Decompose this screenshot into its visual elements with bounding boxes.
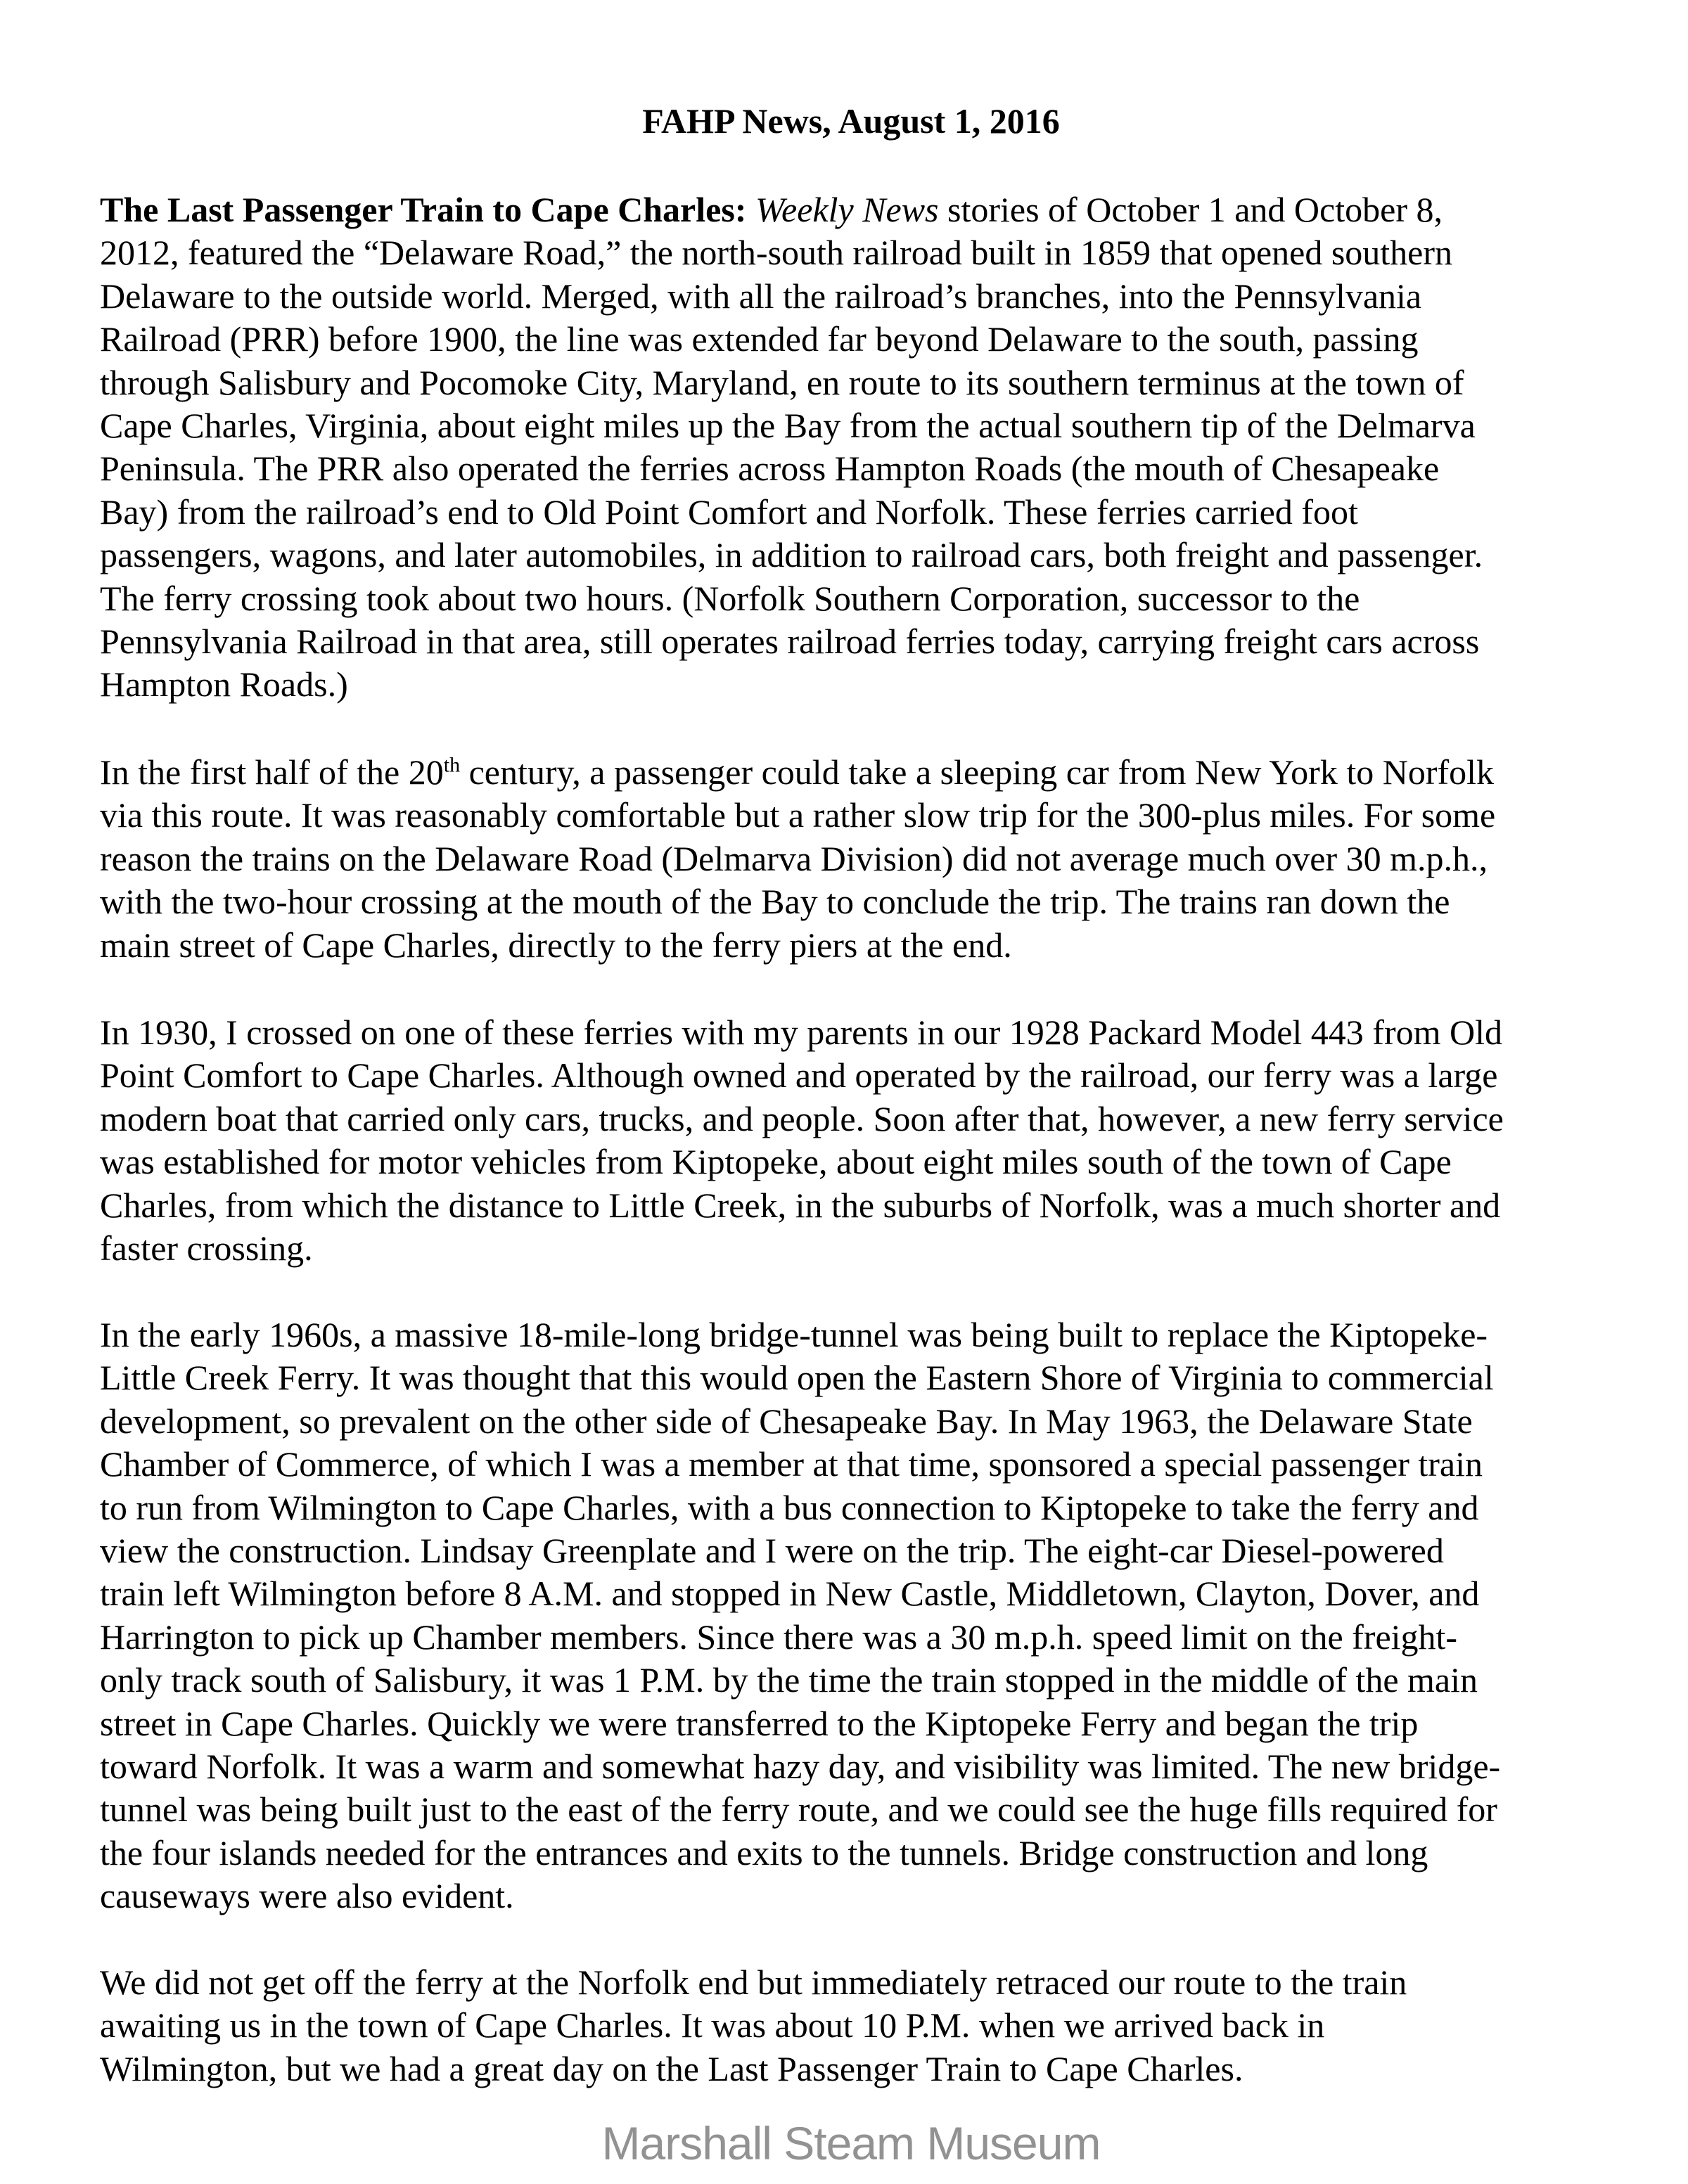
paragraph-line: [100, 751, 1495, 794]
paragraph-line: via this route. It was reasonably comfortable but a rather slow trip for the 300-plus miles. For some: [100, 795, 1496, 835]
paragraph-line: Delaware to the outside world. Merged, with all the railroad’s branches, into the Pennsylvania: [100, 276, 1422, 316]
paragraph-line: street in Cape Charles. Quickly we were transferred to the Kiptopeke Ferry and began the trip: [100, 1703, 1419, 1743]
paragraph-1: [100, 188, 1483, 707]
page-title: FAHP News, August 1, 2016: [642, 101, 1060, 141]
watermark: Marshall Steam Museum: [601, 2117, 1101, 2169]
publication-name: Weekly News: [755, 190, 939, 229]
paragraph-line: Hampton Roads.): [100, 664, 348, 705]
paragraph-line: Harrington to pick up Chamber members. Since there was a 30 m.p.h. speed limit on the freight-: [100, 1617, 1458, 1657]
paragraph-lines: [100, 231, 1483, 706]
paragraph-line: only track south of Salisbury, it was 1 P.M. by the time the train stopped in the middle of the main: [100, 1660, 1478, 1700]
paragraph-line: Cape Charles, Virginia, about eight miles up the Bay from the actual southern tip of the Delmarva: [100, 406, 1476, 446]
paragraph-line: Pennsylvania Railroad in that area, still operates railroad ferries today, carrying freight cars across: [100, 622, 1480, 662]
paragraph-line: through Salisbury and Pocomoke City, Maryland, en route to its southern terminus at the town of: [100, 362, 1464, 402]
paragraph-line: development, so prevalent on the other side of Chesapeake Bay. In May 1963, the Delaware State: [100, 1401, 1473, 1441]
paragraph-line: 2012, featured the “Delaware Road,” the north-south railroad built in 1859 that opened southern: [100, 233, 1453, 273]
paragraph-line: Bay) from the railroad’s end to Old Point Comfort and Norfolk. These ferries carried foot: [100, 492, 1358, 532]
paragraph-3: [100, 1011, 1504, 1270]
paragraph-line: the four islands needed for the entrances and exits to the tunnels. Bridge construction and long: [100, 1832, 1428, 1873]
paragraph-line: We did not get off the ferry at the Norfolk end but immediately retraced our route to the train: [100, 1963, 1407, 2002]
paragraph-4: [100, 1313, 1500, 1918]
paragraph-line: toward Norfolk. It was a warm and somewhat hazy day, and visibility was limited. The new bridge-: [100, 1747, 1501, 1787]
paragraph-lines: [100, 794, 1495, 967]
line-text: In the first half of the 20: [100, 752, 444, 792]
paragraph-line: Railroad (PRR) before 1900, the line was extended far beyond Delaware to the south, passing: [100, 319, 1419, 359]
line-text: century, a passenger could take a sleeping car from New York to Norfolk: [460, 752, 1495, 792]
paragraph-line: [100, 188, 1483, 231]
paragraph-line: faster crossing.: [100, 1228, 313, 1268]
superscript: th: [443, 753, 461, 777]
paragraph-line: Chamber of Commerce, of which I was a member at that time, sponsored a special passenger train: [100, 1444, 1483, 1484]
paragraph-line: to run from Wilmington to Cape Charles, with a bus connection to Kiptopeke to take the ferry and: [100, 1487, 1479, 1527]
paragraph-2: [100, 751, 1495, 967]
line-text: stories of October 1 and October 8,: [938, 190, 1443, 229]
paragraph-line: modern boat that carried only cars, trucks, and people. Soon after that, however, a new ferry service: [100, 1098, 1504, 1138]
paragraph-line: In 1930, I crossed on one of these ferries with my parents in our 1928 Packard Model 443 from Old: [100, 1013, 1502, 1052]
headline-lead: The Last Passenger Train to Cape Charles:: [100, 190, 747, 229]
paragraph-line: causeways were also evident.: [100, 1876, 514, 1916]
paragraph-line: Point Comfort to Cape Charles. Although owned and operated by the railroad, our ferry was a large: [100, 1055, 1498, 1096]
paragraph-line: Wilmington, but we had a great day on the Last Passenger Train to Cape Charles.: [100, 2048, 1243, 2088]
paragraph-line: reason the trains on the Delaware Road (Delmarva Division) did not average much over 30 m.p.h.,: [100, 838, 1488, 878]
paragraph-line: Peninsula. The PRR also operated the ferries across Hampton Roads (the mouth of Chesapeake: [100, 449, 1440, 489]
paragraph-line: In the early 1960s, a massive 18-mile-long bridge-tunnel was being built to replace the Kiptopeke-: [100, 1315, 1488, 1354]
paragraph-line: was established for motor vehicles from Kiptopeke, about eight miles south of the town of Cape: [100, 1142, 1452, 1182]
paragraph-line: passengers, wagons, and later automobiles, in addition to railroad cars, both freight and passenger.: [100, 535, 1483, 575]
paragraph-line: Charles, from which the distance to Little Creek, in the suburbs of Norfolk, was a much shorter and: [100, 1185, 1501, 1225]
paragraph-line: view the construction. Lindsay Greenplate and I were on the trip. The eight-car Diesel-powered: [100, 1531, 1444, 1571]
paragraph-line: Little Creek Ferry. It was thought that this would open the Eastern Shore of Virginia to commercial: [100, 1358, 1494, 1398]
paragraph-line: awaiting us in the town of Cape Charles. It was about 10 P.M. when we arrived back in: [100, 2005, 1325, 2045]
paragraph-line: tunnel was being built just to the east of the ferry route, and we could see the huge fills required for: [100, 1790, 1497, 1830]
paragraph-line: train left Wilmington before 8 A.M. and stopped in New Castle, Middletown, Clayton, Dover, and: [100, 1574, 1480, 1614]
paragraph-line: The ferry crossing took about two hours. (Norfolk Southern Corporation, successor to the: [100, 578, 1360, 618]
paragraph-5: [100, 1961, 1407, 2090]
paragraph-line: with the two-hour crossing at the mouth of the Bay to conclude the trip. The trains ran down the: [100, 882, 1450, 922]
paragraph-line: main street of Cape Charles, directly to the ferry piers at the end.: [100, 925, 1012, 965]
